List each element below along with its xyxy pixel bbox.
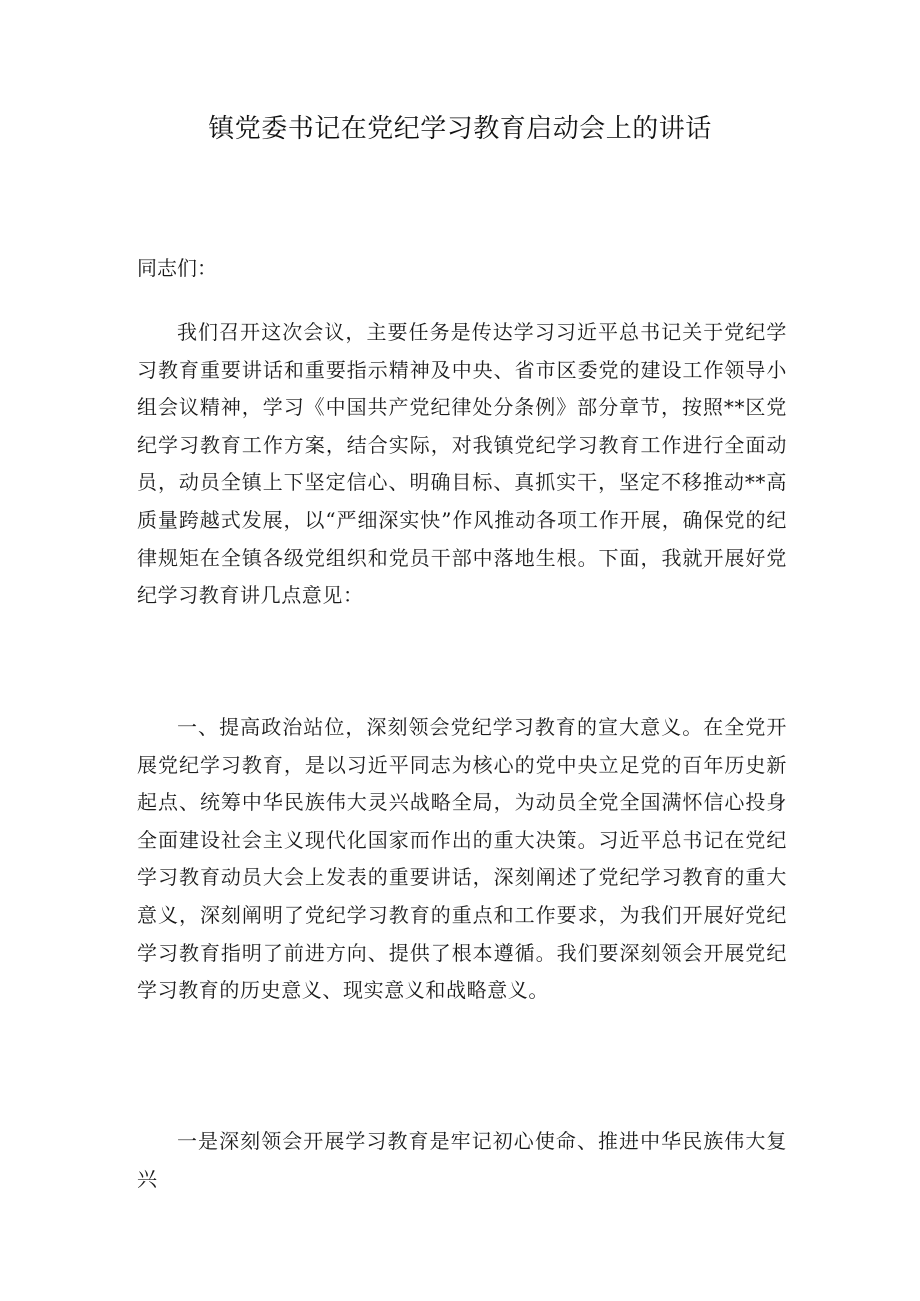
body-paragraph: 我们召开这次会议，主要任务是传达学习习近平总书记关于党纪学习教育重要讲话和重要指示精神及中央、省市区委党的建设工作领导小组会议精神，学习《中国共产党纪律处分条例》部分章节，按照**区党纪学习教育工作方案，结合实际，对我镇党纪学习教育工作进行全面动员，动员全镇上下坚定信心、明确目标、真抓实干，坚定不移推动**高质量跨越式发展，以“严细深实快”作风推动各项工作开展，确保党的纪律规矩在全镇各级党组织和党员干部中落地生根。下面，我就开展好党纪学习教育讲几点意见： <box>137 320 787 608</box>
document-title: 镇党委书记在党纪学习教育启动会上的讲话 <box>208 114 712 144</box>
body-paragraph: 一是深刻领会开展学习教育是牢记初心使命、推进中华民族伟大复兴 <box>137 1129 787 1191</box>
body-paragraph: 一、提高政治站位，深刻领会党纪学习教育的宣大意义。在全党开展党纪学习教育，是以习近平同志为核心的党中央立足党的百年历史新起点、统筹中华民族伟大灵兴战略全局，为动员全党全国满怀信心投身全面建设社会主义现代化国家而作出的重大决策。习近平总书记在党纪学习教育动员大会上发表的重要讲话，深刻阐述了党纪学习教育的重大意义，深刻阐明了党纪学习教育的重点和工作要求，为我们开展好党纪学习教育指明了前进方向、提供了根本遵循。我们要深刻领会开展党纪学习教育的历史意义、现实意义和战略意义。 <box>137 715 787 1003</box>
salutation: 同志们： <box>137 256 217 280</box>
